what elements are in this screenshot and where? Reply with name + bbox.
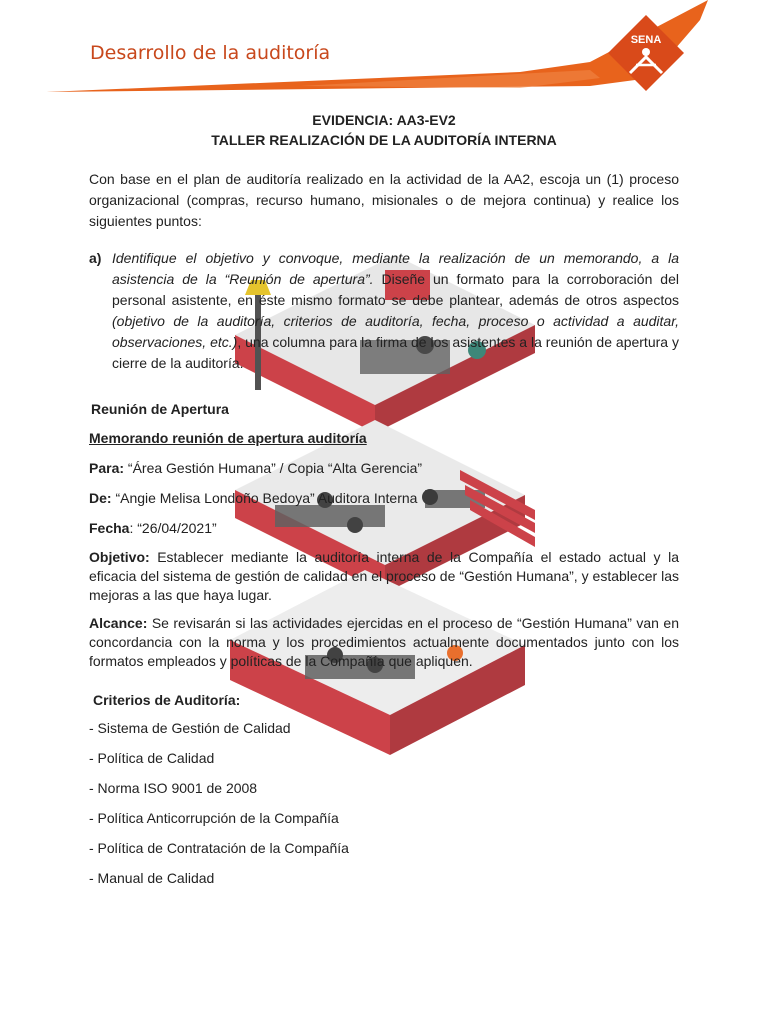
item-a-text <box>112 248 679 374</box>
page-header <box>0 0 768 100</box>
memo-field-para <box>89 458 679 479</box>
fecha-label: Fecha <box>89 520 130 536</box>
de-value: “Angie Melisa Londoño Bedoya” Auditora Interna <box>111 490 418 506</box>
fecha-value: : “26/04/2021” <box>129 520 217 536</box>
document-body <box>89 110 679 898</box>
sena-logo <box>606 13 686 93</box>
objetivo-label: Objetivo: <box>89 549 150 565</box>
alcance-label: Alcance: <box>89 615 148 631</box>
section-title: Reunión de Apertura <box>91 401 229 417</box>
list-item: - Norma ISO 9001 de 2008 <box>89 780 258 796</box>
document-title-line1: EVIDENCIA: AA3-EV2 <box>312 112 456 128</box>
memo-field-alcance <box>89 614 679 671</box>
alcance-value: Se revisarán si las actividades ejercidas en el proceso de “Gestión Humana” van en concordancia con la norma y los procedimientos actualmente documentados junto con los formatos empleados y políticas de la Compañía que apliquen. <box>89 615 679 669</box>
memo-field-objetivo <box>89 548 679 605</box>
criterios-title: Criterios de Auditoría: <box>93 692 241 708</box>
item-a-part2: Diseñe un formato para la corroboración del personal asistente, en éste mismo formato se debe plantear, además de otros aspectos <box>112 271 679 308</box>
list-item: - Política de Calidad <box>89 750 215 766</box>
para-label: Para: <box>89 460 125 476</box>
instruction-item-a <box>89 248 679 374</box>
memo-field-fecha <box>89 518 679 539</box>
list-item: - Sistema de Gestión de Calidad <box>89 720 291 736</box>
criterios-list <box>89 718 679 889</box>
list-item: - Política Anticorrupción de la Compañía <box>89 810 339 826</box>
item-a-part4: , una columna para la firma de los asistentes a la reunión de apertura y cierre de la auditoría. <box>112 334 679 371</box>
intro-paragraph: Con base en el plan de auditoría realizado en la actividad de la AA2, escoja un (1) proceso organizacional (compras, recurso humano, misionales o de mejora continua) y realice los siguientes puntos: <box>89 171 679 229</box>
document-title-line2: TALLER REALIZACIÓN DE LA AUDITORÍA INTERNA <box>211 132 557 148</box>
item-a-part3: (objetivo de la auditoría, criterios de auditoría, fecha, proceso o actividad a auditar, observaciones, etc.) <box>112 313 679 350</box>
list-item: - Política de Contratación de la Compañía <box>89 840 349 856</box>
memo-title: Memorando reunión de apertura auditoría <box>89 430 367 446</box>
item-marker: a) <box>89 250 102 266</box>
list-item: - Manual de Calidad <box>89 870 215 886</box>
objetivo-value: Establecer mediante la auditoría interna de la Compañía el estado actual y la eficacia del sistema de gestión de calidad en el proceso de “Gestión Humana”, y establecer las mejoras a las que haya lugar. <box>89 549 679 603</box>
memo-field-de <box>89 488 679 509</box>
de-label: De: <box>89 490 112 506</box>
header-title: Desarrollo de la auditoría <box>90 42 331 64</box>
para-value: “Área Gestión Humana” / Copia “Alta Gerencia” <box>124 460 423 476</box>
sena-logo-text: SENA <box>630 34 662 46</box>
item-a-part1: Identifique el objetivo y convoque, mediante la realización de un memorando, a la asistencia de la “Reunión de apertura”. <box>112 250 679 287</box>
